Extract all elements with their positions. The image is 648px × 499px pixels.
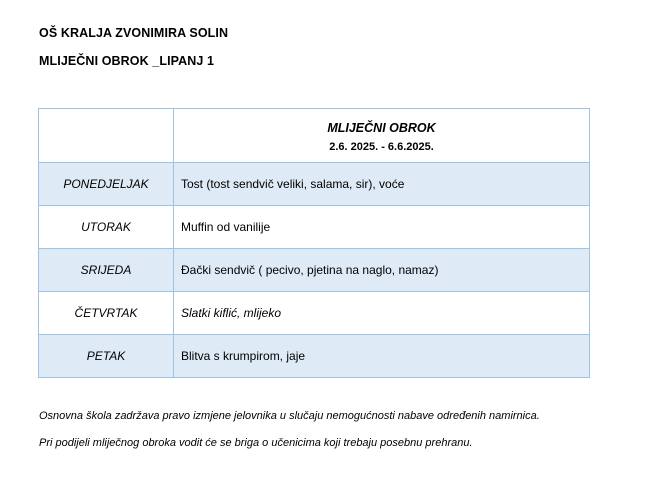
- day-cell: ČETVRTAK: [39, 292, 174, 335]
- header-title: MLIJEČNI OBROK: [327, 120, 436, 135]
- school-name: OŠ KRALJA ZVONIMIRA SOLIN: [39, 26, 229, 40]
- table-row: [39, 249, 590, 292]
- table-row: [39, 206, 590, 249]
- table-row: [39, 292, 590, 335]
- header-empty-cell: [39, 109, 174, 163]
- day-cell: PETAK: [39, 335, 174, 378]
- table-row: [39, 163, 590, 206]
- day-cell: PONEDJELJAK: [39, 163, 174, 206]
- meal-cell: Slatki kiflić, mlijeko: [174, 292, 590, 335]
- day-cell: SRIJEDA: [39, 249, 174, 292]
- footnote-menu-change: Osnovna škola zadržava pravo izmjene jelovnika u slučaju nemogućnosti nabave određenih namirnica.: [39, 410, 540, 422]
- meal-cell: Đački sendvič ( pecivo, pjetina na naglo, namaz): [174, 249, 590, 292]
- meal-cell: Muffin od vanilije: [174, 206, 590, 249]
- document-subtitle: MLIJEČNI OBROK _LIPANJ 1: [39, 54, 215, 68]
- header-dates: 2.6. 2025. - 6.6.2025.: [329, 140, 434, 153]
- day-cell: UTORAK: [39, 206, 174, 249]
- table-row: [39, 335, 590, 378]
- header-title-cell: [174, 109, 590, 163]
- footnote-special-diet: Pri podijeli mliječnog obroka vodit će se briga o učenicima koji trebaju posebnu prehranu.: [39, 437, 473, 449]
- meal-cell: Blitva s krumpirom, jaje: [174, 335, 590, 378]
- meal-table: [38, 108, 590, 378]
- table-header-row: [39, 109, 590, 163]
- meal-cell: Tost (tost sendvič veliki, salama, sir), voće: [174, 163, 590, 206]
